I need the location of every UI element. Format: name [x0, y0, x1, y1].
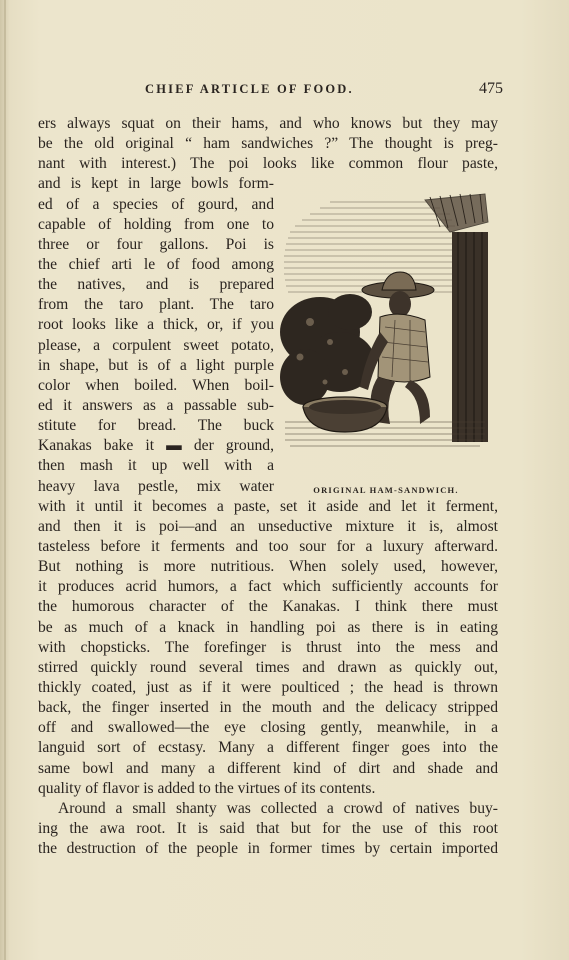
text-line: and then it is poi—and an unseductive mixture it is, almost — [38, 517, 498, 535]
text-line: be the old original “ ham sandwiches ?” The thought is preg- — [38, 135, 498, 153]
text-line: nant with interest.) The poi looks like common flour paste, — [38, 155, 498, 173]
text-line: please, a corpulent sweet potato, — [38, 336, 274, 354]
text-line: the humorous character of the Kanakas. I think there must — [38, 598, 498, 616]
text-line: three or four gallons. Poi is — [38, 235, 274, 253]
text-line: But nothing is more nutritious. When solely used, however, — [38, 558, 498, 576]
page-gutter — [4, 0, 6, 960]
text-line: root looks like a thick, or, if you — [38, 316, 274, 334]
text-line: tasteless before it ferments and too sour for a luxury afterward. — [38, 537, 498, 555]
text-line: Kanakas bake it ▬ der ground, — [38, 437, 274, 455]
text-line: stirred quickly round several times and drawn as quickly out, — [38, 658, 498, 676]
text-line: ed of a species of gourd, and — [38, 195, 274, 213]
text-line: the chief arti le of food among — [38, 255, 274, 273]
text-line: capable of holding from one to — [38, 215, 274, 233]
text-line: in shape, but is of a light purple — [38, 356, 274, 374]
text-line: with it until it becomes a paste, set it aside and let it ferment, — [38, 497, 498, 515]
text-line: off and swallowed—the eye closing gently, meanwhile, in a — [38, 719, 498, 737]
text-line: then mash it up well with a — [38, 457, 274, 475]
text-line: back, the finger inserted in the mouth and the delicacy stripped — [38, 699, 498, 717]
text-line: with chopsticks. The forefinger is thrust into the mess and — [38, 638, 498, 656]
page-header — [38, 80, 503, 100]
text-line: the natives, and is prepared — [38, 276, 274, 294]
text-line: ing the awa root. It is said that but for the use of this root — [38, 819, 498, 837]
text-line: it produces acrid humors, a fact which sufficiently accounts for — [38, 578, 498, 596]
text-line: quality of flavor is added to the virtues of its contents. — [38, 779, 376, 797]
text-line: languid sort of ecstasy. Many a different finger goes into the — [38, 739, 498, 757]
text-line: color when boiled. When boil- — [38, 376, 274, 394]
text-line: the destruction of the people in former times by certain imported — [38, 840, 498, 858]
text-line: heavy lava pestle, mix water — [38, 477, 274, 495]
text-line: ed it answers as a passable sub- — [38, 396, 274, 414]
text-line: be as much of a knack in handling poi as there is in eating — [38, 618, 498, 636]
page-number: 475 — [479, 80, 503, 97]
body-text — [38, 114, 498, 859]
running-head: CHIEF ARTICLE OF FOOD. — [145, 82, 354, 96]
text-line: thickly coated, just as if it were poulticed ; the head is thrown — [38, 678, 498, 696]
text-line: from the taro plant. The taro — [38, 296, 274, 314]
text-line: stitute for bread. The buck — [38, 417, 274, 435]
text-line: and is kept in large bowls form- — [38, 175, 274, 193]
figure-caption: ORIGINAL HAM-SANDWICH. — [313, 485, 459, 495]
text-line: same bowl and many a different kind of dirt and shade and — [38, 759, 498, 777]
text-line: Around a small shanty was collected a crowd of natives buy- — [58, 799, 498, 817]
text-line: ers always squat on their hams, and who knows but they may — [38, 115, 498, 132]
